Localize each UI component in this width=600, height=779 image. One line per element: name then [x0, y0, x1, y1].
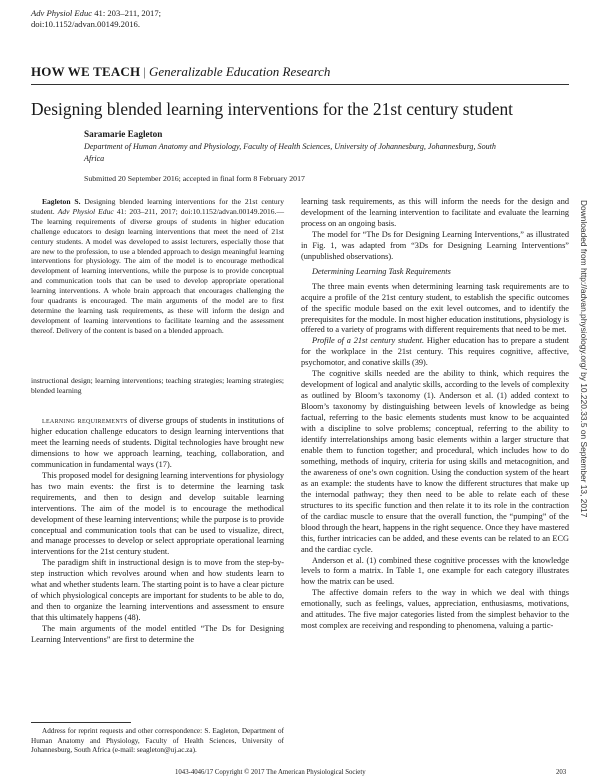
footnote-text: Address for reprint requests and other correspondence: S. Eagleton, Department of Human Anatomy and Physiology, Faculty of Health Sciences, University of Johannesburg, South Africa (e-mail: seagleton@uj.ac.za).: [31, 727, 284, 754]
section-heading: [31, 64, 330, 80]
intro-smallcaps: learning requirements: [42, 416, 128, 425]
correspondence-footnote: [31, 727, 284, 756]
header-rule: [31, 84, 569, 85]
abstract-lead: Eagleton S.: [42, 197, 81, 206]
right-column-body: [301, 197, 569, 632]
abstract: [31, 197, 284, 336]
download-note: Downloaded from http://advan.physiology.org/ by 10.220.33.5 on September 13, 2017: [579, 200, 589, 518]
keywords: instructional design; learning interventions; teaching strategies; learning strategies; blended learning: [31, 376, 284, 395]
footnote-rule: [31, 722, 131, 723]
article-title: Designing blended learning interventions for the 21st century student: [31, 99, 513, 119]
left-column-body: [31, 416, 284, 646]
abstract-journal: Adv Physiol Educ: [57, 206, 114, 216]
profile-heading: Profile of a 21st century student.: [312, 336, 425, 346]
paragraph-arguments: The main arguments of the model entitled “The Ds for Designing Learning Interventions” are first to determine the: [31, 624, 284, 645]
paragraph-cognitive: The cognitive skills needed are the ability to think, which requires the development of logical and analytic skills, according to the levels of complexity as outlined by Bloom’s taxonomy (1). Anderson et al. (1) added context to Bloom’s taxonomy by distinguishing between levels of knowledge as being factual, referring to the basic elements students must know to be acquainted with a discipline to solve problems; conceptual, referring to the ability to identify interrelationships among basic elements within a larger structure that enable them to function together; and procedural, which includes how to do something, methods of inquiry, criteria for using skills and metacognition, and the awareness of one’s own cognition. Using the conduction system of the heart as an example: the students have to know the different structures that make up the internodal pathway; they then need to be able to relate each of these structures to its specific function and then relate it to its role in the contraction of the cardiac muscle to ensure that the overall function, the “pumping” of the blood through the heart, happens in the right sequence. Once they have mastered this, further intricacies can be added, and these events can be related to an ECG and the cardiac cycle.: [301, 369, 569, 554]
journal-doi: doi:10.1152/advan.00149.2016.: [31, 19, 141, 29]
abstract-cite: Designing blended learning interventions for the 21st century student.: [31, 197, 284, 216]
journal-citation: 41: 203–211, 2017;: [94, 8, 162, 18]
journal-header: [31, 8, 161, 30]
paragraph-affective: The affective domain refers to the way in which we deal with things emotionally, such as feelings, values, appreciation, enthusiasms, motivations, and attitudes. The five major categories listed from the simplest behavior to the most complex are receiving and responding to phenomena, valuing a partic-: [301, 588, 569, 631]
copyright-footer: 1043-4046/17 Copyright © 2017 The American Physiological Society: [175, 769, 366, 776]
article-author: Saramarie Eagleton: [84, 129, 163, 139]
paragraph-paradigm: The paradigm shift in instructional design is to move from the step-by-step instruction which revolves around when and how students learn to what and whether students learn. The starting point is to have a clear picture of which physiological concepts are important for students to be able to do, and then to organize the learning interventions and assessment to ensure that this ultimately happens (48).: [31, 558, 284, 623]
journal-name: Adv Physiol Educ: [31, 8, 93, 18]
section-subtitle: Generalizable Education Research: [148, 64, 331, 79]
intro-paragraph: of diverse groups of students in institutions of higher education challenge educators to design learning interventions that meet the learning needs of students. Digital technologies have brought new dimensions to how we approach learning, teaching, collaboration, and communication in fundamental ways (17).: [31, 416, 284, 469]
section-label: HOW WE TEACH: [31, 64, 141, 79]
paragraph-figure-ref: The model for “The Ds for Designing Learning Interventions,” as illustrated in Fig. 1, was adapted from “3Ds for Designing Learning Interventions” (unpublished observations).: [301, 229, 569, 261]
paragraph-model: This proposed model for designing learning interventions for physiology has two main events: the first is to determine the learning task requirements, and then to design and develop suitable learning interventions. The aim of the model is to encourage the methodical development of these learning interventions; while the purpose is to provide conceptual and communication tools that can be used to visualize, direct, and manage processes to develop or select appropriate operational learning interventions for the 21st century student.: [31, 470, 284, 557]
subsection-heading: Determining Learning Task Requirements: [312, 266, 451, 276]
paragraph-continued: learning task requirements, as this will inform the needs for the design and development of the learning intervention to facilitate and evaluate the learning process on an ongoing basis.: [301, 197, 569, 228]
profile-text: Higher education has to prepare a student for the workplace in the 21st century. This requires cognitive, affective, psychomotor, and conative skills (39).: [301, 336, 569, 368]
paragraph-matrix: Anderson et al. (1) combined these cognitive processes with the knowledge levels to form a matrix. In Table 1, one example for each category illustrates how the matrix can be used.: [301, 555, 569, 587]
abstract-text: 41: 203–211, 2017; doi:10.1152/advan.00149.2016.—The learning requirements of diverse groups of students in higher education challenge educators to design learning interventions that meet the need of 21st century students. A model was developed to assist lecturers, especially those that are new to the profession, to use a blended approach to design meaningful learning interventions for physiology. The aim of the model is to encourage methodical development of learning interventions, while the purpose is to provide conceptual and communication tools that can be used to develop appropriate operational learning interventions. A whole brain approach that encourages challenging the four quadrants is encouraged. The main arguments of the model are to first determine the learning task requirements, as these will inform the design and development of learning interventions to facilitate learning and the assessment thereof. Delivery of the content is based on a blended approach.: [31, 206, 284, 335]
section-separator: |: [143, 64, 146, 79]
author-affiliation: Department of Human Anatomy and Physiology, Faculty of Health Sciences, University of Johannesburg, Johannesburg, South Africa: [84, 142, 496, 163]
submission-dates: Submitted 20 September 2016; accepted in final form 8 February 2017: [84, 174, 305, 183]
paragraph-three-events: The three main events when determining learning task requirements are to acquire a profile of the 21st century student, to establish the specific outcomes of the specific module based on the exit level outcomes, and to identify the prerequisites for the module. In most higher education institutions, physiology is offered to a variety of programs with different requirements that need to be met.: [301, 281, 569, 335]
page-number: 203: [556, 769, 567, 776]
download-sidebar: [577, 200, 597, 640]
